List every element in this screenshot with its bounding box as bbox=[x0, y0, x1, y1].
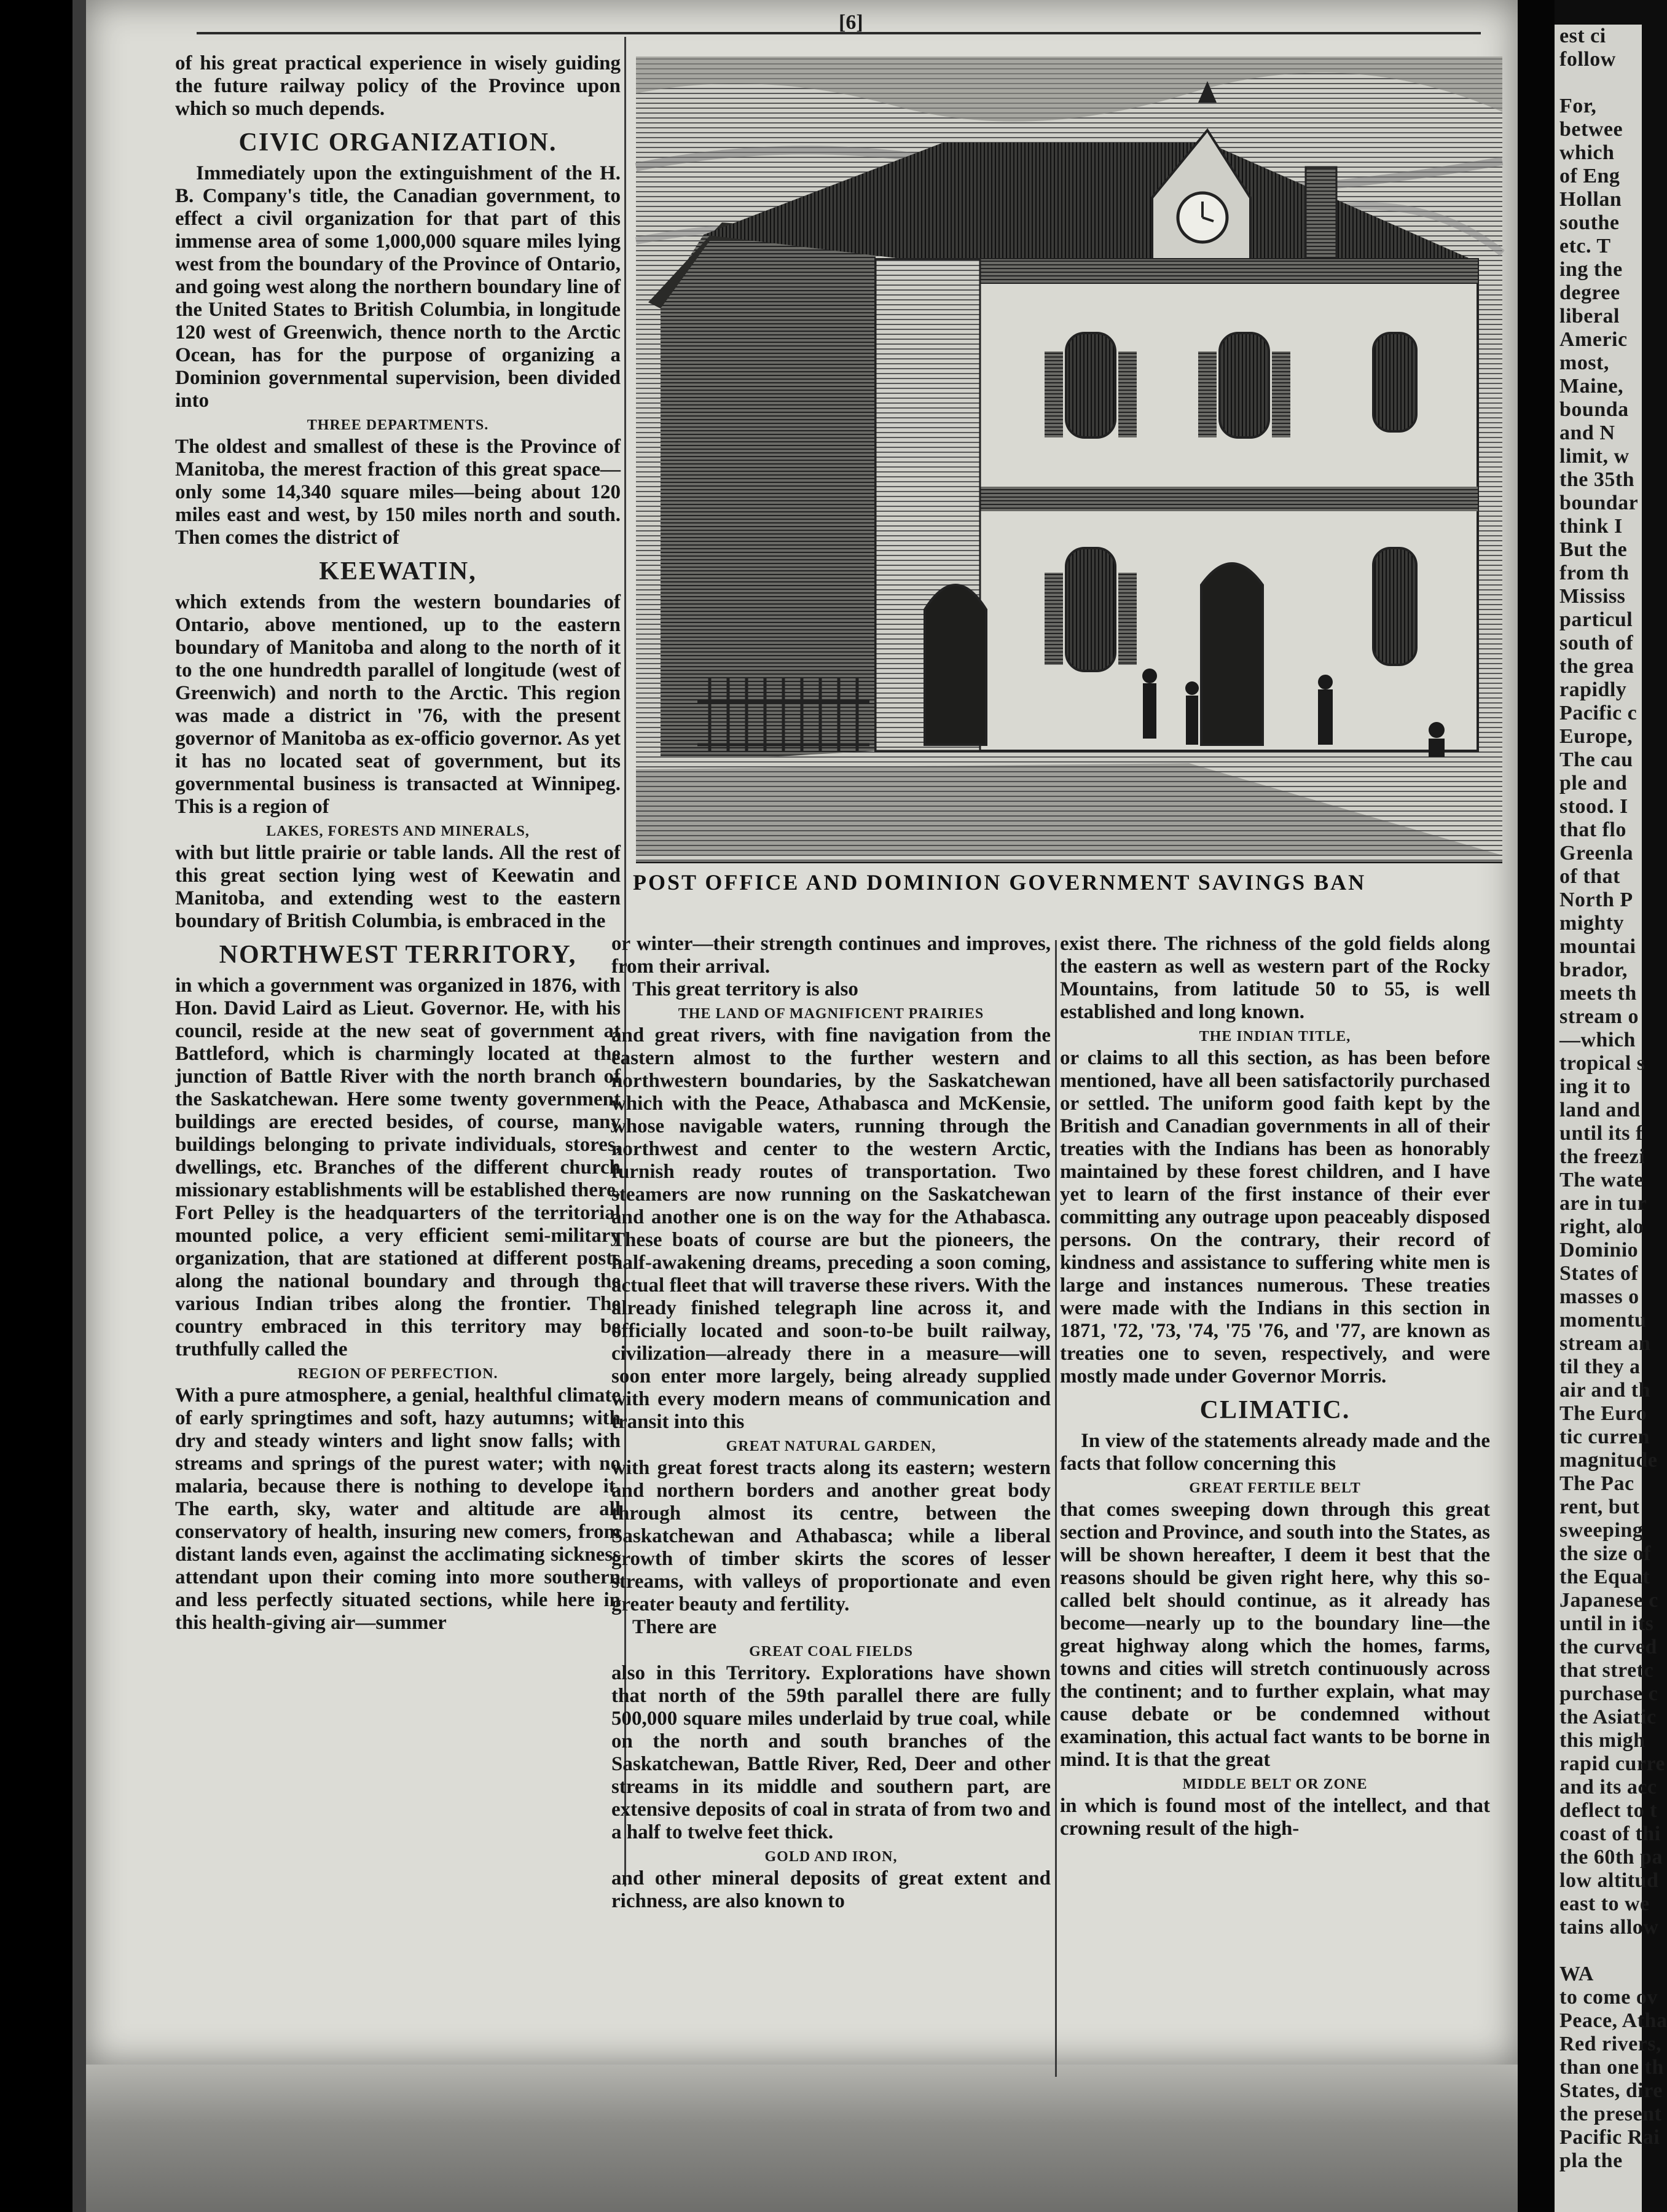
paragraph-middle-belt: in which is found most of the intellect, and that crowning result of the high- bbox=[1060, 1795, 1490, 1840]
adjacent-page-line: —which bbox=[1559, 1029, 1636, 1051]
heading-civic-organization: CIVIC ORGANIZATION. bbox=[238, 128, 557, 157]
engraving-caption: POST OFFICE AND DOMINION GOVERNMENT SAVINGS BAN bbox=[633, 870, 1367, 895]
adjacent-page-line: The wate bbox=[1559, 1169, 1644, 1191]
adjacent-page-line: stream an bbox=[1559, 1332, 1651, 1355]
adjacent-page-line: air and th bbox=[1559, 1379, 1650, 1402]
adjacent-page-line: the curved bbox=[1559, 1636, 1657, 1658]
paragraph-climatic: In view of the statements already made and the facts that follow concerning this bbox=[1060, 1430, 1490, 1475]
column-rule bbox=[1055, 940, 1057, 2077]
adjacent-page-line: mighty bbox=[1559, 912, 1624, 935]
paragraph-natural-garden: with great forest tracts along its eastern; western and northern borders and another great body through almost its centre, between the Saskatchewan and Athabasca; while a liberal growth of timber skirts the scores of lesser streams, with valleys of proportionate and even greater beauty and fertility. bbox=[611, 1457, 1051, 1615]
adjacent-page-line: liberal bbox=[1559, 305, 1620, 327]
adjacent-page-line: which bbox=[1559, 141, 1615, 164]
heading-northwest-territory: NORTHWEST TERRITORY, bbox=[219, 941, 577, 969]
adjacent-page-line: The Euro bbox=[1559, 1402, 1647, 1425]
adjacent-page-line: brador, bbox=[1559, 959, 1628, 981]
adjacent-page-line: betwee bbox=[1559, 118, 1623, 141]
subheading-natural-garden: GREAT NATURAL GARDEN, bbox=[726, 1438, 936, 1454]
adjacent-page-line bbox=[1559, 1939, 1642, 1963]
adjacent-page-line: rapid curre bbox=[1559, 1752, 1666, 1775]
paragraph-indian-title: or claims to all this section, as has been before mentioned, have all been satisfactorily purchased or settled. The uniform good faith kept by the British and Canadian governments in all of their treaties with the Indians has been as honorably maintained by these forest children, and I have yet to learn of the first instance of their ever committing any outrage upon peaceably disposed persons. On the contrary, their record of kindness and assistance to suffering white men is large and instances numerous. These treaties were made with the Indians in this section in 1871, '72, '73, '74, '75 '76, and '77, are known as treaties one to seven, respectively, and were mostly made under Governor Morris. bbox=[1060, 1047, 1490, 1387]
adjacent-page-line: Peace, Atha bbox=[1559, 2009, 1667, 2032]
paragraph-civic: Immediately upon the extinguishment of the H. B. Company's title, the Canadian government, to effect a civil organization for that part of this immense area of some 1,000,000 square miles lying west from the boundary of the Province of Ontario, and going west along the northern boundary line of the United States to British Columbia, in longitude 120 west of Greenwich, thence north to the Arctic Ocean, has for the purpose of organizing a Dominion governmental supervision, been divided into bbox=[175, 162, 621, 412]
adjacent-page-line: etc. T bbox=[1559, 235, 1611, 257]
adjacent-page-line: The Pac bbox=[1559, 1472, 1634, 1495]
subheading-middle-belt: MIDDLE BELT OR ZONE bbox=[1182, 1776, 1368, 1792]
adjacent-page-line: States, dire bbox=[1559, 2079, 1663, 2102]
paragraph-territory-also: This great territory is also bbox=[632, 978, 858, 1000]
adjacent-page-line: North P bbox=[1559, 888, 1633, 911]
adjacent-page-line: Hollan bbox=[1559, 188, 1622, 211]
subheading-fertile-belt: GREAT FERTILE BELT bbox=[1189, 1480, 1361, 1496]
adjacent-page-line: meets th bbox=[1559, 982, 1637, 1005]
adjacent-page-line: and its acc bbox=[1559, 1776, 1657, 1798]
adjacent-page-line: tic curren bbox=[1559, 1426, 1650, 1448]
adjacent-page-line: the Equat bbox=[1559, 1566, 1650, 1588]
paragraph-coal-fields: also in this Territory. Explorations have shown that north of the 59th parallel there are fully 500,000 square miles underlaid by true coal, while on the north and south branches of the Saskatchewan, Battle River, Red, Deer and other streams in its middle and southern part, are extensive deposits of coal in strata of from two and a half to twelve feet thick. bbox=[611, 1662, 1051, 1843]
adjacent-page-column bbox=[1555, 25, 1667, 2212]
adjacent-page-line: of Eng bbox=[1559, 165, 1620, 187]
adjacent-page-line: ple and bbox=[1559, 772, 1628, 794]
subheading-gold-iron: GOLD AND IRON, bbox=[764, 1849, 898, 1865]
adjacent-page-line: Europe, bbox=[1559, 725, 1633, 748]
heading-keewatin: KEEWATIN, bbox=[319, 557, 477, 586]
adjacent-page-line: purchase c bbox=[1559, 1682, 1658, 1705]
adjacent-page-line: The cau bbox=[1559, 748, 1633, 771]
adjacent-page-line: from th bbox=[1559, 562, 1630, 584]
adjacent-page-line: Dominio bbox=[1559, 1239, 1639, 1261]
adjacent-page-line: magnitude bbox=[1559, 1449, 1658, 1472]
paragraph-lakes: with but little prairie or table lands. All the rest of this great section lying west of Keewatin and Manitoba, and extending west to the eastern boundary of British Columbia, is embraced in the bbox=[175, 842, 621, 932]
scanner-edge-left bbox=[0, 0, 86, 2212]
adjacent-page-line: think I bbox=[1559, 515, 1623, 538]
page-number: [6] bbox=[839, 11, 863, 34]
adjacent-page-line: to come ov bbox=[1559, 1986, 1658, 2009]
adjacent-page-line: Maine, bbox=[1559, 375, 1624, 398]
adjacent-page-line: follow bbox=[1559, 48, 1616, 71]
intro-paragraph: of his great practical experience in wisely guiding the future railway policy of the Province upon which so much depends. bbox=[175, 52, 621, 120]
adjacent-page-line: deflect to t bbox=[1559, 1799, 1657, 1822]
adjacent-page-line: States of bbox=[1559, 1262, 1639, 1285]
subheading-coal-fields: GREAT COAL FIELDS bbox=[749, 1644, 913, 1660]
adjacent-page-line: this migh bbox=[1559, 1729, 1645, 1752]
adjacent-page-line: rapidly bbox=[1559, 678, 1627, 701]
column-left bbox=[175, 52, 621, 1945]
adjacent-page-line: bounda bbox=[1559, 398, 1629, 421]
adjacent-page-line: coast of thi bbox=[1559, 1822, 1661, 1845]
adjacent-page-line: that flo bbox=[1559, 818, 1626, 841]
adjacent-page-line: masses o bbox=[1559, 1285, 1639, 1308]
adjacent-page-line: sweeping bbox=[1559, 1519, 1644, 1542]
adjacent-page-line: most, bbox=[1559, 351, 1609, 374]
adjacent-page-line: degree bbox=[1559, 281, 1620, 304]
adjacent-page-line: limit, w bbox=[1559, 445, 1630, 468]
adjacent-page-line: Greenla bbox=[1559, 842, 1633, 865]
paragraph-there-are: There are bbox=[632, 1616, 717, 1638]
adjacent-page-line bbox=[1559, 71, 1642, 95]
subheading-prairies: THE LAND OF MAGNIFICENT PRAIRIES bbox=[678, 1006, 984, 1022]
adjacent-page-line: particul bbox=[1559, 608, 1633, 631]
adjacent-page-line: the freezi bbox=[1559, 1145, 1645, 1168]
adjacent-page-line: south of bbox=[1559, 632, 1634, 654]
adjacent-page-line: are in tur bbox=[1559, 1192, 1647, 1215]
adjacent-page-line: tains allow bbox=[1559, 1916, 1659, 1939]
adjacent-page-line: than one th bbox=[1559, 2056, 1664, 2079]
building-illustration bbox=[636, 57, 1502, 861]
adjacent-page-line: mountai bbox=[1559, 935, 1636, 958]
adjacent-page-line: Red rivers, bbox=[1559, 2033, 1662, 2055]
adjacent-page-line: rent, but bbox=[1559, 1496, 1640, 1518]
adjacent-page-line: pla the bbox=[1559, 2149, 1623, 2172]
adjacent-page-line: stream o bbox=[1559, 1005, 1639, 1028]
adjacent-page-line: For, bbox=[1559, 95, 1597, 117]
adjacent-page-line: WA bbox=[1559, 1963, 1594, 1985]
paragraph-keewatin: which extends from the western boundaries of Ontario, above mentioned, up to the eastern boundary of Manitoba and along to the north of it to the one hundredth parallel of longitude (west of Greenwich) and north to the Arctic. This region was made a district in '76, with the present governor of Manitoba as ex-officio governor. As yet it has no located seat of government, but its governmental business is transacted at Winnipeg. This is a region of bbox=[175, 591, 621, 818]
adjacent-page-line: tropical s bbox=[1559, 1052, 1645, 1075]
paragraph-strength: or winter—their strength continues and improves, from their arrival. bbox=[611, 933, 1051, 978]
adjacent-page-line: the Asiatic bbox=[1559, 1706, 1657, 1728]
adjacent-page-line: stood. I bbox=[1559, 795, 1628, 818]
adjacent-page-line: ing the bbox=[1559, 258, 1623, 281]
adjacent-page-line: southe bbox=[1559, 211, 1620, 234]
adjacent-page-line: the 60th pa bbox=[1559, 1846, 1663, 1869]
column-middle bbox=[611, 933, 1051, 2091]
adjacent-page-line: Americ bbox=[1559, 328, 1628, 351]
adjacent-page-line: the size of bbox=[1559, 1542, 1652, 1565]
adjacent-page-line: land and bbox=[1559, 1099, 1641, 1121]
subheading-indian-title: THE INDIAN TITLE, bbox=[1199, 1029, 1351, 1045]
paragraph-prairies: and great rivers, with fine navigation from the eastern almost to the further western and northwestern boundaries, by the Saskatchewan which with the Peace, Athabasca and McKensie, whose navigable waters, running through the northwest and center to the western Arctic, furnish ready routes of transportation. Two steamers are now running on the Saskatchewan and another one is on the way for the Athabasca. These boats of course are but the pioneers, the half-awakening dreams, preceding a soon coming, actual fleet that will traverse these rivers. With the already finished telegraph line across it, and officially located and soon-to-be built railway, civilization—already there in a measure—will soon enter more largely, being already supplied with every modern means of communication and transit into this bbox=[611, 1024, 1051, 1433]
adjacent-page-line: Pacific c bbox=[1559, 702, 1638, 724]
adjacent-page-line: the present bbox=[1559, 2103, 1662, 2125]
adjacent-page-line: east to we bbox=[1559, 1892, 1650, 1915]
paragraph-northwest-territory: in which a government was organized in 1876, with Hon. David Laird as Lieut. Governor. He, with his council, reside at the new seat of government at Battleford, which is charmingly located at the junction of Battle River with the north branch of the Saskatchewan. Here some twenty government buildings are erected besides, of course, many buildings belonging to private individuals, stores, dwellings, etc. Branches of the different church missionary establishments will be established there. Fort Pelley is the headquarters of the territorial mounted police, a very efficient semi-military organization, that are stationed at different posts along the national boundary and through the various Indian tribes along the frontier. The country embraced in this territory may be truthfully called the bbox=[175, 975, 621, 1360]
heading-climatic: CLIMATIC. bbox=[1199, 1396, 1351, 1424]
paragraph-three-departments: The oldest and smallest of these is the Province of Manitoba, the merest fraction of this great space—only some 14,340 square miles—being about 120 miles east and west, by 150 miles north and south. Then comes the district of bbox=[175, 436, 621, 549]
adjacent-page-line: boundar bbox=[1559, 492, 1639, 514]
adjacent-page-line: est ci bbox=[1559, 25, 1606, 47]
adjacent-page-line: until in its bbox=[1559, 1612, 1654, 1635]
subheading-region-of-perfection: REGION OF PERFECTION. bbox=[297, 1366, 498, 1382]
adjacent-page-line: Mississ bbox=[1559, 585, 1626, 608]
adjacent-page-line: low altitud bbox=[1559, 1869, 1659, 1892]
subheading-three-departments: THREE DEPARTMENTS. bbox=[307, 417, 489, 433]
paragraph-region-of-perfection: With a pure atmosphere, a genial, healthful climate of early springtimes and soft, hazy autumns; with dry and steady winters and light snow falls; with streams and springs of the purest water; with no malaria, because there is nothing to develope it. The earth, sky, water and altitude are all conservatory of health, insuring new comers, from distant lands even, against the acclimating sickness attendant upon their coming into more southern and less perfectly situated sections, while here in this health-giving air—summer bbox=[175, 1384, 621, 1634]
adjacent-page-line: the grea bbox=[1559, 655, 1634, 678]
adjacent-page-line: til they a bbox=[1559, 1355, 1641, 1378]
adjacent-page-line: ing it to bbox=[1559, 1075, 1631, 1098]
column-right bbox=[1060, 933, 1490, 2091]
adjacent-page-line: that stretc bbox=[1559, 1659, 1654, 1682]
adjacent-page-line: But the bbox=[1559, 538, 1628, 561]
adjacent-page-line: Pacific Rai bbox=[1559, 2126, 1660, 2149]
adjacent-page-line: right, alo bbox=[1559, 1215, 1644, 1238]
adjacent-page-line: and N bbox=[1559, 422, 1615, 444]
paragraph-fertile-belt: that comes sweeping down through this great section and Province, and south into the States, as will be shown hereafter, I deem it best that the reasons should be given right here, why this so-called belt should continue, as it already has become—nearly up to the boundary line—the great highway along which the homes, farms, towns and cities will stretch continuously across the continent; and to further explain, what may cause debate or be condemned without examination, this actual fact wants to be borne in mind. It is that the great bbox=[1060, 1499, 1490, 1771]
paragraph-gold-fields: exist there. The richness of the gold fields along the eastern as well as western part of the Rocky Mountains, from latitude 50 to 55, is well established and long known. bbox=[1060, 933, 1490, 1023]
adjacent-page-line: momentu bbox=[1559, 1309, 1647, 1332]
paragraph-gold-iron: and other mineral deposits of great extent and richness, are also known to bbox=[611, 1867, 1051, 1912]
adjacent-page-line: until its f bbox=[1559, 1122, 1643, 1145]
adjacent-page-line: the 35th bbox=[1559, 468, 1635, 491]
subheading-lakes: LAKES, FORESTS AND MINERALS, bbox=[266, 823, 530, 839]
adjacent-page-line: of that bbox=[1559, 865, 1620, 888]
post-office-engraving bbox=[636, 57, 1502, 863]
adjacent-page-line: Japanese c bbox=[1559, 1589, 1658, 1612]
page-gutter bbox=[1518, 0, 1555, 2212]
